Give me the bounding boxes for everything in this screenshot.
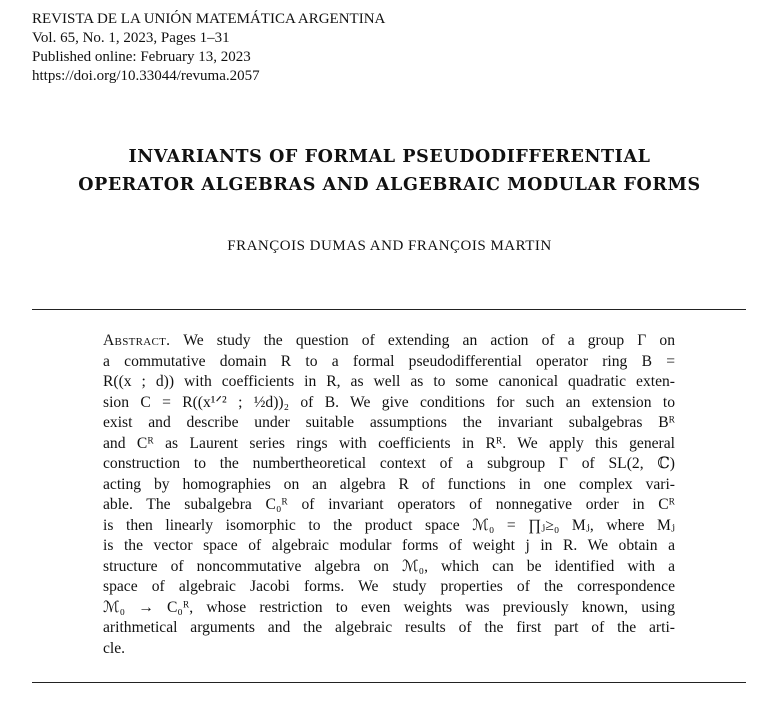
abstract-line	[103, 331, 675, 352]
abstract-line-text: We study the question of extending an action of a group Γ on	[183, 332, 675, 349]
abstract-line: able. The subalgebra C₀ᴿ of invariant operators of nonnegative order in Cᴿ	[103, 496, 675, 513]
abstract-line: structure of noncommutative algebra on ℳ₀, which can be identified with a	[103, 557, 675, 575]
journal-header	[32, 10, 385, 86]
abstract-line: sion C = R((x¹ᐟ² ; ½d))₂ of B. We give conditions for such an extension to	[103, 393, 675, 411]
volume-info: Vol. 65, No. 1, 2023, Pages 1–31	[32, 30, 230, 46]
title-line-2: OPERATOR ALGEBRAS AND ALGEBRAIC MODULAR FORMS	[78, 175, 701, 195]
abstract-line: cle.	[103, 639, 126, 657]
bottom-divider	[32, 682, 746, 683]
title-line-1: INVARIANTS OF FORMAL PSEUDODIFFERENTIAL	[128, 147, 651, 167]
author-list: FRANÇOIS DUMAS AND FRANÇOIS MARTIN	[227, 238, 552, 254]
abstract-line: arithmetical arguments and the algebraic results of the first part of the arti-	[103, 619, 675, 636]
abstract-line: ℳ₀ → C₀ᴿ, whose restriction to even weights was previously known, using	[103, 598, 675, 616]
abstract-line: R((x ; d)) with coefficients in R, as well as to some canonical quadratic exten-	[103, 373, 675, 390]
publication-date: Published online: February 13, 2023	[32, 49, 251, 65]
abstract-block	[103, 331, 675, 659]
abstract-line: acting by homographies on an algebra R of functions in one complex vari-	[103, 475, 675, 493]
top-divider	[32, 309, 746, 310]
doi-link[interactable]: https://doi.org/10.33044/revuma.2057	[32, 68, 260, 84]
abstract-line: exist and describe under suitable assumptions the invariant subalgebras Bᴿ	[103, 414, 675, 431]
abstract-line: is then linearly isomorphic to the product space ℳ₀ = ∏ⱼ≥₀ Mⱼ, where Mⱼ	[103, 516, 675, 534]
abstract-line: and Cᴿ as Laurent series rings with coefficients in Rᴿ. We apply this general	[103, 434, 675, 452]
abstract-line: is the vector space of algebraic modular forms of weight j in R. We obtain a	[103, 537, 675, 554]
journal-name: REVISTA DE LA UNIÓN MATEMÁTICA ARGENTINA	[32, 11, 386, 27]
abstract-line: space of algebraic Jacobi forms. We study properties of the correspondence	[103, 578, 675, 595]
abstract-label: Abstract.	[103, 332, 171, 349]
abstract-line: a commutative domain R to a formal pseudodifferential operator ring B =	[103, 352, 675, 370]
abstract-line: construction to the numbertheoretical context of a subgroup Γ of SL(2, ℂ)	[103, 455, 675, 472]
paper-title	[0, 143, 779, 199]
